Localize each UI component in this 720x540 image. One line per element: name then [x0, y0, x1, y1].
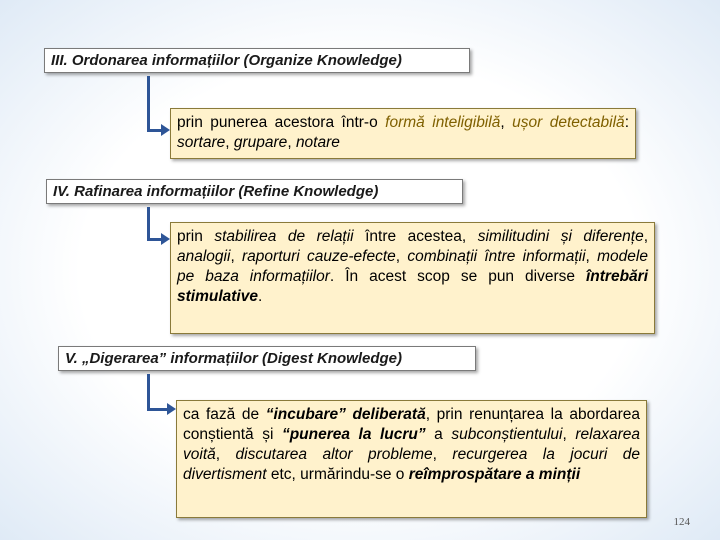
text-run: modele pe baza informațiilor [177, 248, 648, 285]
text-run: recurgerea la jocuri de divertisment [183, 446, 640, 483]
text-run: , [562, 426, 576, 443]
heading-section-5-text: V. „Digerarea” informațiilor (Digest Knowledge) [65, 350, 403, 367]
text-run: prin punerea acestora într-o [177, 114, 386, 131]
text-run: , [230, 248, 243, 265]
heading-section-3 [44, 48, 470, 73]
text-run: , [585, 248, 598, 265]
text-run: relaxarea voită [183, 426, 640, 463]
text-run: , [432, 446, 453, 463]
body-section-5 [176, 400, 647, 518]
text-run: întrebări stimulative [177, 268, 648, 305]
text-run: ușor detectabilă [512, 114, 625, 131]
text-run: subconștientului [451, 426, 563, 443]
text-run: grupare [233, 134, 288, 151]
text-run: notare [295, 134, 340, 151]
text-run: , [643, 228, 649, 245]
heading-section-5 [58, 346, 476, 371]
text-run: “punerea la lucru” [281, 426, 426, 443]
text-run: sortare [177, 134, 226, 151]
text-run: combinații între informații [407, 248, 586, 265]
text-run: stabilirea de relații [214, 228, 354, 245]
connector-4-arrowhead [161, 233, 170, 245]
text-run: , [395, 248, 408, 265]
text-run: ca fază de [183, 406, 266, 423]
text-run: , [287, 134, 296, 151]
connector-5-vertical [147, 374, 150, 411]
connector-4-vertical [147, 207, 150, 241]
text-run: formă inteligibilă [385, 114, 501, 131]
text-run: , [215, 446, 236, 463]
connector-5-horizontal [147, 408, 169, 411]
text-run: raporturi cauze-efecte [242, 248, 396, 265]
text-run: : [624, 114, 629, 131]
text-run: discutarea altor probleme [235, 446, 433, 463]
heading-section-4-text: IV. Rafinarea informațiilor (Refine Knowledge) [53, 183, 379, 200]
text-run: prin [177, 228, 215, 245]
text-run: . În acest scop se pun diverse [329, 268, 586, 285]
connector-3-vertical [147, 76, 150, 132]
text-run: a [425, 426, 452, 443]
text-run: , prin renunțarea la abordarea conștientă și [183, 406, 641, 443]
text-run: etc, urmărindu-se o [266, 466, 409, 483]
text-run: analogii [177, 248, 231, 265]
connector-5-arrowhead [167, 403, 176, 415]
text-run: similitudini și diferențe [477, 228, 644, 245]
connector-3-arrowhead [161, 124, 170, 136]
heading-section-3-text: III. Ordonarea informațiilor (Organize Knowledge) [51, 52, 402, 69]
body-section-4 [170, 222, 655, 334]
text-run: , [225, 134, 234, 151]
heading-section-4 [46, 179, 463, 204]
text-run: între acestea, [353, 228, 478, 245]
text-run: “incubare” deliberată [265, 406, 426, 423]
text-run: reîmprospătare a minții [408, 466, 581, 483]
text-run: , [500, 114, 513, 131]
page-number: 124 [673, 516, 690, 528]
body-section-3 [170, 108, 636, 159]
text-run: . [257, 288, 263, 305]
